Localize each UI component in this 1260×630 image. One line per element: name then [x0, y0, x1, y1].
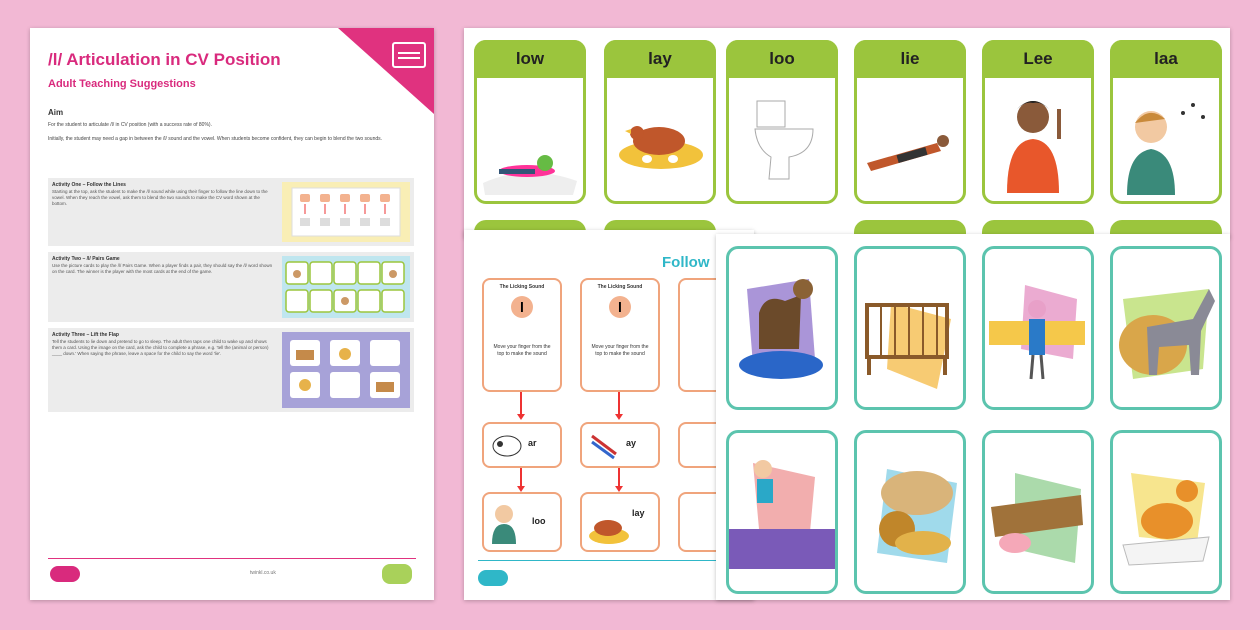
box-instruction: Move your finger from the top to make the sound	[493, 344, 551, 357]
down-arrow	[618, 392, 620, 416]
picture-cards-sheet	[716, 234, 1230, 600]
horse-image	[1113, 249, 1219, 407]
hen-nest-image	[586, 508, 632, 546]
activity-text: Starting at the top, ask the student to make the /l/ sound while using their finger to follow the line down to the vowel. When they reach the vowel, ask them to blend the two sounds to make the CV word shown at the bottom.	[52, 189, 268, 206]
box-heading: The Licking Sound	[499, 284, 545, 290]
child-lying-image	[477, 83, 583, 201]
result-word: loo	[532, 516, 546, 526]
follow-lines-sheet	[464, 230, 754, 600]
letter-badge: l	[511, 296, 533, 318]
footer-text: twinkl.co.uk	[250, 570, 276, 576]
singing-boy-image	[488, 500, 528, 546]
document-icon	[392, 42, 426, 68]
down-arrow	[520, 392, 522, 416]
aim-text: For the student to articulate /l/ in CV position (with a success rate of 80%).	[48, 122, 212, 128]
document-title: /l/ Articulation in CV Position	[48, 50, 281, 69]
vowel-word: ar	[528, 438, 537, 448]
word-card-lee[interactable]	[982, 40, 1094, 204]
teaching-document	[30, 28, 434, 600]
boy-bed-image	[729, 433, 835, 591]
word-card-low[interactable]	[474, 40, 586, 204]
girl-bed-image	[985, 249, 1091, 407]
dog-bed-image	[729, 249, 835, 407]
card-word: laa	[1110, 40, 1222, 78]
picture-card-pig[interactable]	[982, 430, 1094, 594]
hen-nest-image	[607, 83, 713, 201]
letter-badge: l	[609, 296, 631, 318]
activity-one	[48, 178, 414, 246]
box-instruction: Move your finger from the top to make the sound	[591, 344, 649, 357]
card-word: lay	[604, 40, 716, 78]
activity-thumbnail	[282, 256, 410, 318]
footer-line	[48, 558, 416, 559]
follow-title: Follow	[662, 254, 710, 271]
activity-two	[48, 252, 414, 322]
picture-card-lion[interactable]	[854, 430, 966, 594]
cow-image	[490, 428, 524, 462]
word-card-laa[interactable]	[1110, 40, 1222, 204]
activity-text: Tell the students to lie down and pretend to go to sleep. The adult then taps one child to wake up and shows them a card. Using the image on the card, ask the child to complete a phrase, e.g. 'tell the (animal or person) ____ down.' When saying the phrase, leave a space for the child to say the word 'lie'.	[52, 339, 269, 356]
picture-card-cat[interactable]	[1110, 430, 1222, 594]
down-arrow	[618, 468, 620, 488]
lion-image	[857, 433, 963, 591]
word-box	[482, 492, 562, 552]
vowel-box	[482, 422, 562, 468]
card-word: Lee	[982, 40, 1094, 78]
singing-boy-image	[1113, 83, 1219, 201]
activity-title: Activity One – Follow the Lines	[52, 182, 126, 188]
picture-card-cot[interactable]	[854, 246, 966, 410]
activity-text: Use the picture cards to play the /l/ Pairs Game. When a player finds a pair, they should say the /l/ word shown on the card. The winner is the player with the most cards at the end of the game.	[52, 263, 273, 274]
sound-box	[482, 278, 562, 392]
pig-pen-image	[985, 433, 1091, 591]
activity-title: Activity Two – /l/ Pairs Game	[52, 256, 120, 262]
twinkl-logo	[50, 566, 80, 582]
box-heading: The Licking Sound	[597, 284, 643, 290]
sound-box	[580, 278, 660, 392]
picture-card-dog[interactable]	[726, 246, 838, 410]
picture-card-horse[interactable]	[1110, 246, 1222, 410]
activity-title: Activity Three – Lift the Flap	[52, 332, 119, 338]
pencils-image	[588, 428, 622, 462]
card-word: loo	[726, 40, 838, 78]
card-word: low	[474, 40, 586, 78]
boy-image	[985, 83, 1091, 201]
down-arrow	[520, 468, 522, 488]
man-lying-image	[857, 83, 963, 201]
card-word: lie	[854, 40, 966, 78]
activity-three	[48, 328, 414, 412]
activity-thumbnail	[282, 332, 410, 408]
word-card-lay[interactable]	[604, 40, 716, 204]
partner-logo	[382, 564, 412, 584]
word-card-lie[interactable]	[854, 40, 966, 204]
picture-card-bed-jump[interactable]	[726, 430, 838, 594]
intro-text: Initially, the student may need a gap in between the /l/ sound and the vowel. When students become confident, they can begin to blend the two sounds.	[48, 136, 383, 142]
aim-heading: Aim	[48, 108, 64, 117]
footer-line	[478, 560, 740, 561]
result-word: lay	[632, 508, 645, 518]
word-cards-sheet	[464, 28, 1230, 238]
toilet-image	[729, 83, 835, 201]
document-subtitle: Adult Teaching Suggestions	[48, 78, 196, 90]
activity-thumbnail	[282, 182, 410, 242]
twinkl-logo	[478, 570, 508, 586]
word-box	[580, 492, 660, 552]
vowel-word: ay	[626, 438, 637, 448]
corner-banner	[338, 28, 434, 114]
cot-image	[857, 249, 963, 407]
word-card-loo[interactable]	[726, 40, 838, 204]
vowel-box	[580, 422, 660, 468]
picture-card-bed[interactable]	[982, 246, 1094, 410]
cat-cushion-image	[1113, 433, 1219, 591]
